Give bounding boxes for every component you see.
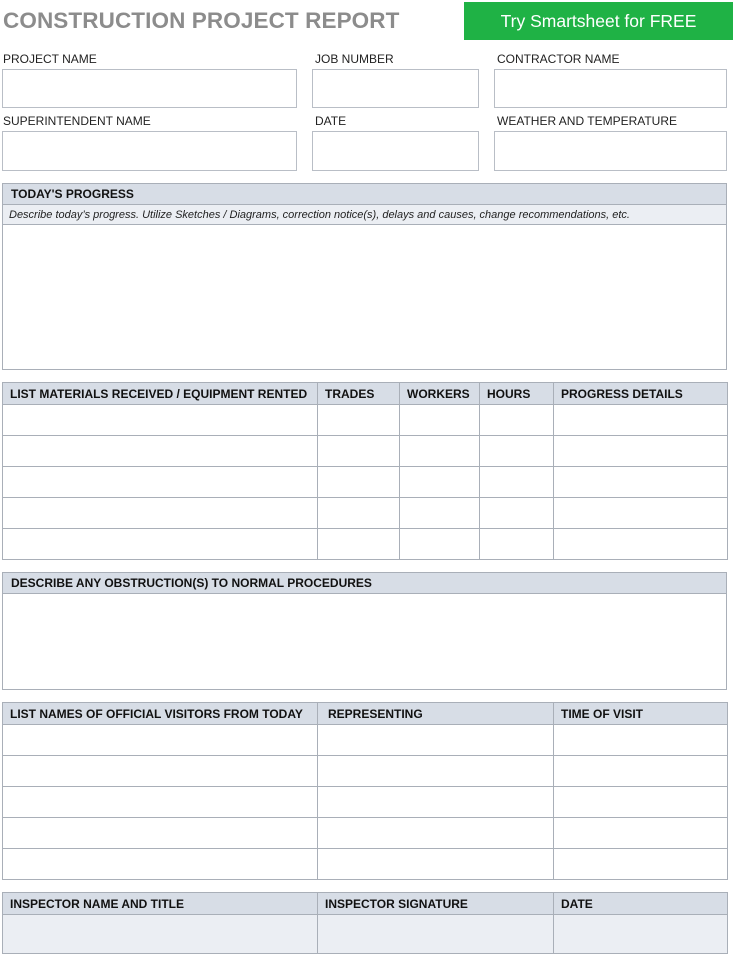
table-cell[interactable] [318,467,400,498]
table-cell[interactable] [480,498,554,529]
table-cell[interactable] [400,405,480,436]
col-trades: TRADES [318,383,400,405]
table-cell[interactable] [318,529,400,560]
table-cell[interactable] [3,405,318,436]
weather-label: WEATHER AND TEMPERATURE [497,114,678,128]
table-cell[interactable] [400,529,480,560]
table-cell[interactable] [318,405,400,436]
col-visitor-names: LIST NAMES OF OFFICIAL VISITORS FROM TODAY [3,703,318,725]
table-cell[interactable] [480,467,554,498]
project-name-label: PROJECT NAME [3,52,97,66]
todays-progress-field[interactable] [3,225,726,368]
table-cell[interactable] [554,849,728,880]
col-hours: HOURS [480,383,554,405]
table-row [3,915,728,954]
job-number-field[interactable] [312,69,479,108]
project-name-field[interactable] [2,69,297,108]
visitors-header-row [3,703,728,725]
table-cell[interactable] [3,787,318,818]
inspector-name-field[interactable] [3,915,318,954]
table-cell[interactable] [318,756,554,787]
table-row [3,436,728,467]
try-smartsheet-button[interactable]: Try Smartsheet for FREE [464,2,733,40]
table-row [3,756,728,787]
table-cell[interactable] [318,725,554,756]
col-inspector-date: DATE [554,893,728,915]
todays-progress-section [2,183,727,370]
obstructions-heading: DESCRIBE ANY OBSTRUCTION(S) TO NORMAL PROCEDURES [3,573,726,594]
table-cell[interactable] [3,725,318,756]
table-row [3,467,728,498]
page-title: CONSTRUCTION PROJECT REPORT [3,8,400,33]
table-cell[interactable] [3,818,318,849]
table-cell[interactable] [400,467,480,498]
col-materials-equipment: LIST MATERIALS RECEIVED / EQUIPMENT RENTED [3,383,318,405]
table-cell[interactable] [3,756,318,787]
table-cell[interactable] [400,436,480,467]
table-cell[interactable] [554,787,728,818]
col-inspector-signature: INSPECTOR SIGNATURE [318,893,554,915]
inspector-header-row [3,893,728,915]
col-representing: REPRESENTING [318,703,554,725]
table-cell[interactable] [554,529,728,560]
job-number-label: JOB NUMBER [315,52,394,66]
contractor-name-label: CONTRACTOR NAME [497,52,620,66]
visitors-table [2,702,728,880]
table-row [3,787,728,818]
superintendent-name-field[interactable] [2,131,297,171]
table-cell[interactable] [318,849,554,880]
table-cell[interactable] [318,787,554,818]
table-cell[interactable] [318,498,400,529]
table-cell[interactable] [554,756,728,787]
obstructions-section [2,572,727,690]
table-cell[interactable] [480,529,554,560]
inspector-date-field[interactable] [554,915,728,954]
table-cell[interactable] [480,405,554,436]
todays-progress-instructions: Describe today’s progress. Utilize Sketches / Diagrams, correction notice(s), delays and causes, change recommendations, etc. [3,205,726,225]
table-row [3,498,728,529]
materials-table [2,382,728,560]
table-cell[interactable] [3,436,318,467]
table-row [3,529,728,560]
inspector-table [2,892,728,954]
table-cell[interactable] [3,498,318,529]
table-cell[interactable] [318,818,554,849]
table-cell[interactable] [3,529,318,560]
contractor-name-field[interactable] [494,69,727,108]
table-cell[interactable] [554,725,728,756]
table-cell[interactable] [554,498,728,529]
table-cell[interactable] [554,467,728,498]
superintendent-name-label: SUPERINTENDENT NAME [3,114,151,128]
table-cell[interactable] [480,436,554,467]
col-inspector-name-title: INSPECTOR NAME AND TITLE [3,893,318,915]
table-cell[interactable] [554,405,728,436]
table-row [3,725,728,756]
col-workers: WORKERS [400,383,480,405]
inspector-signature-field[interactable] [318,915,554,954]
table-cell[interactable] [554,436,728,467]
table-cell[interactable] [3,849,318,880]
col-time-of-visit: TIME OF VISIT [554,703,728,725]
obstructions-field[interactable] [3,594,726,688]
todays-progress-heading: TODAY'S PROGRESS [3,184,726,205]
table-cell[interactable] [318,436,400,467]
table-cell[interactable] [400,498,480,529]
date-field[interactable] [312,131,479,171]
col-progress-details: PROGRESS DETAILS [554,383,728,405]
table-cell[interactable] [3,467,318,498]
table-row [3,818,728,849]
weather-field[interactable] [494,131,727,171]
date-label: DATE [315,114,347,128]
table-row [3,849,728,880]
table-cell[interactable] [554,818,728,849]
materials-header-row [3,383,728,405]
table-row [3,405,728,436]
